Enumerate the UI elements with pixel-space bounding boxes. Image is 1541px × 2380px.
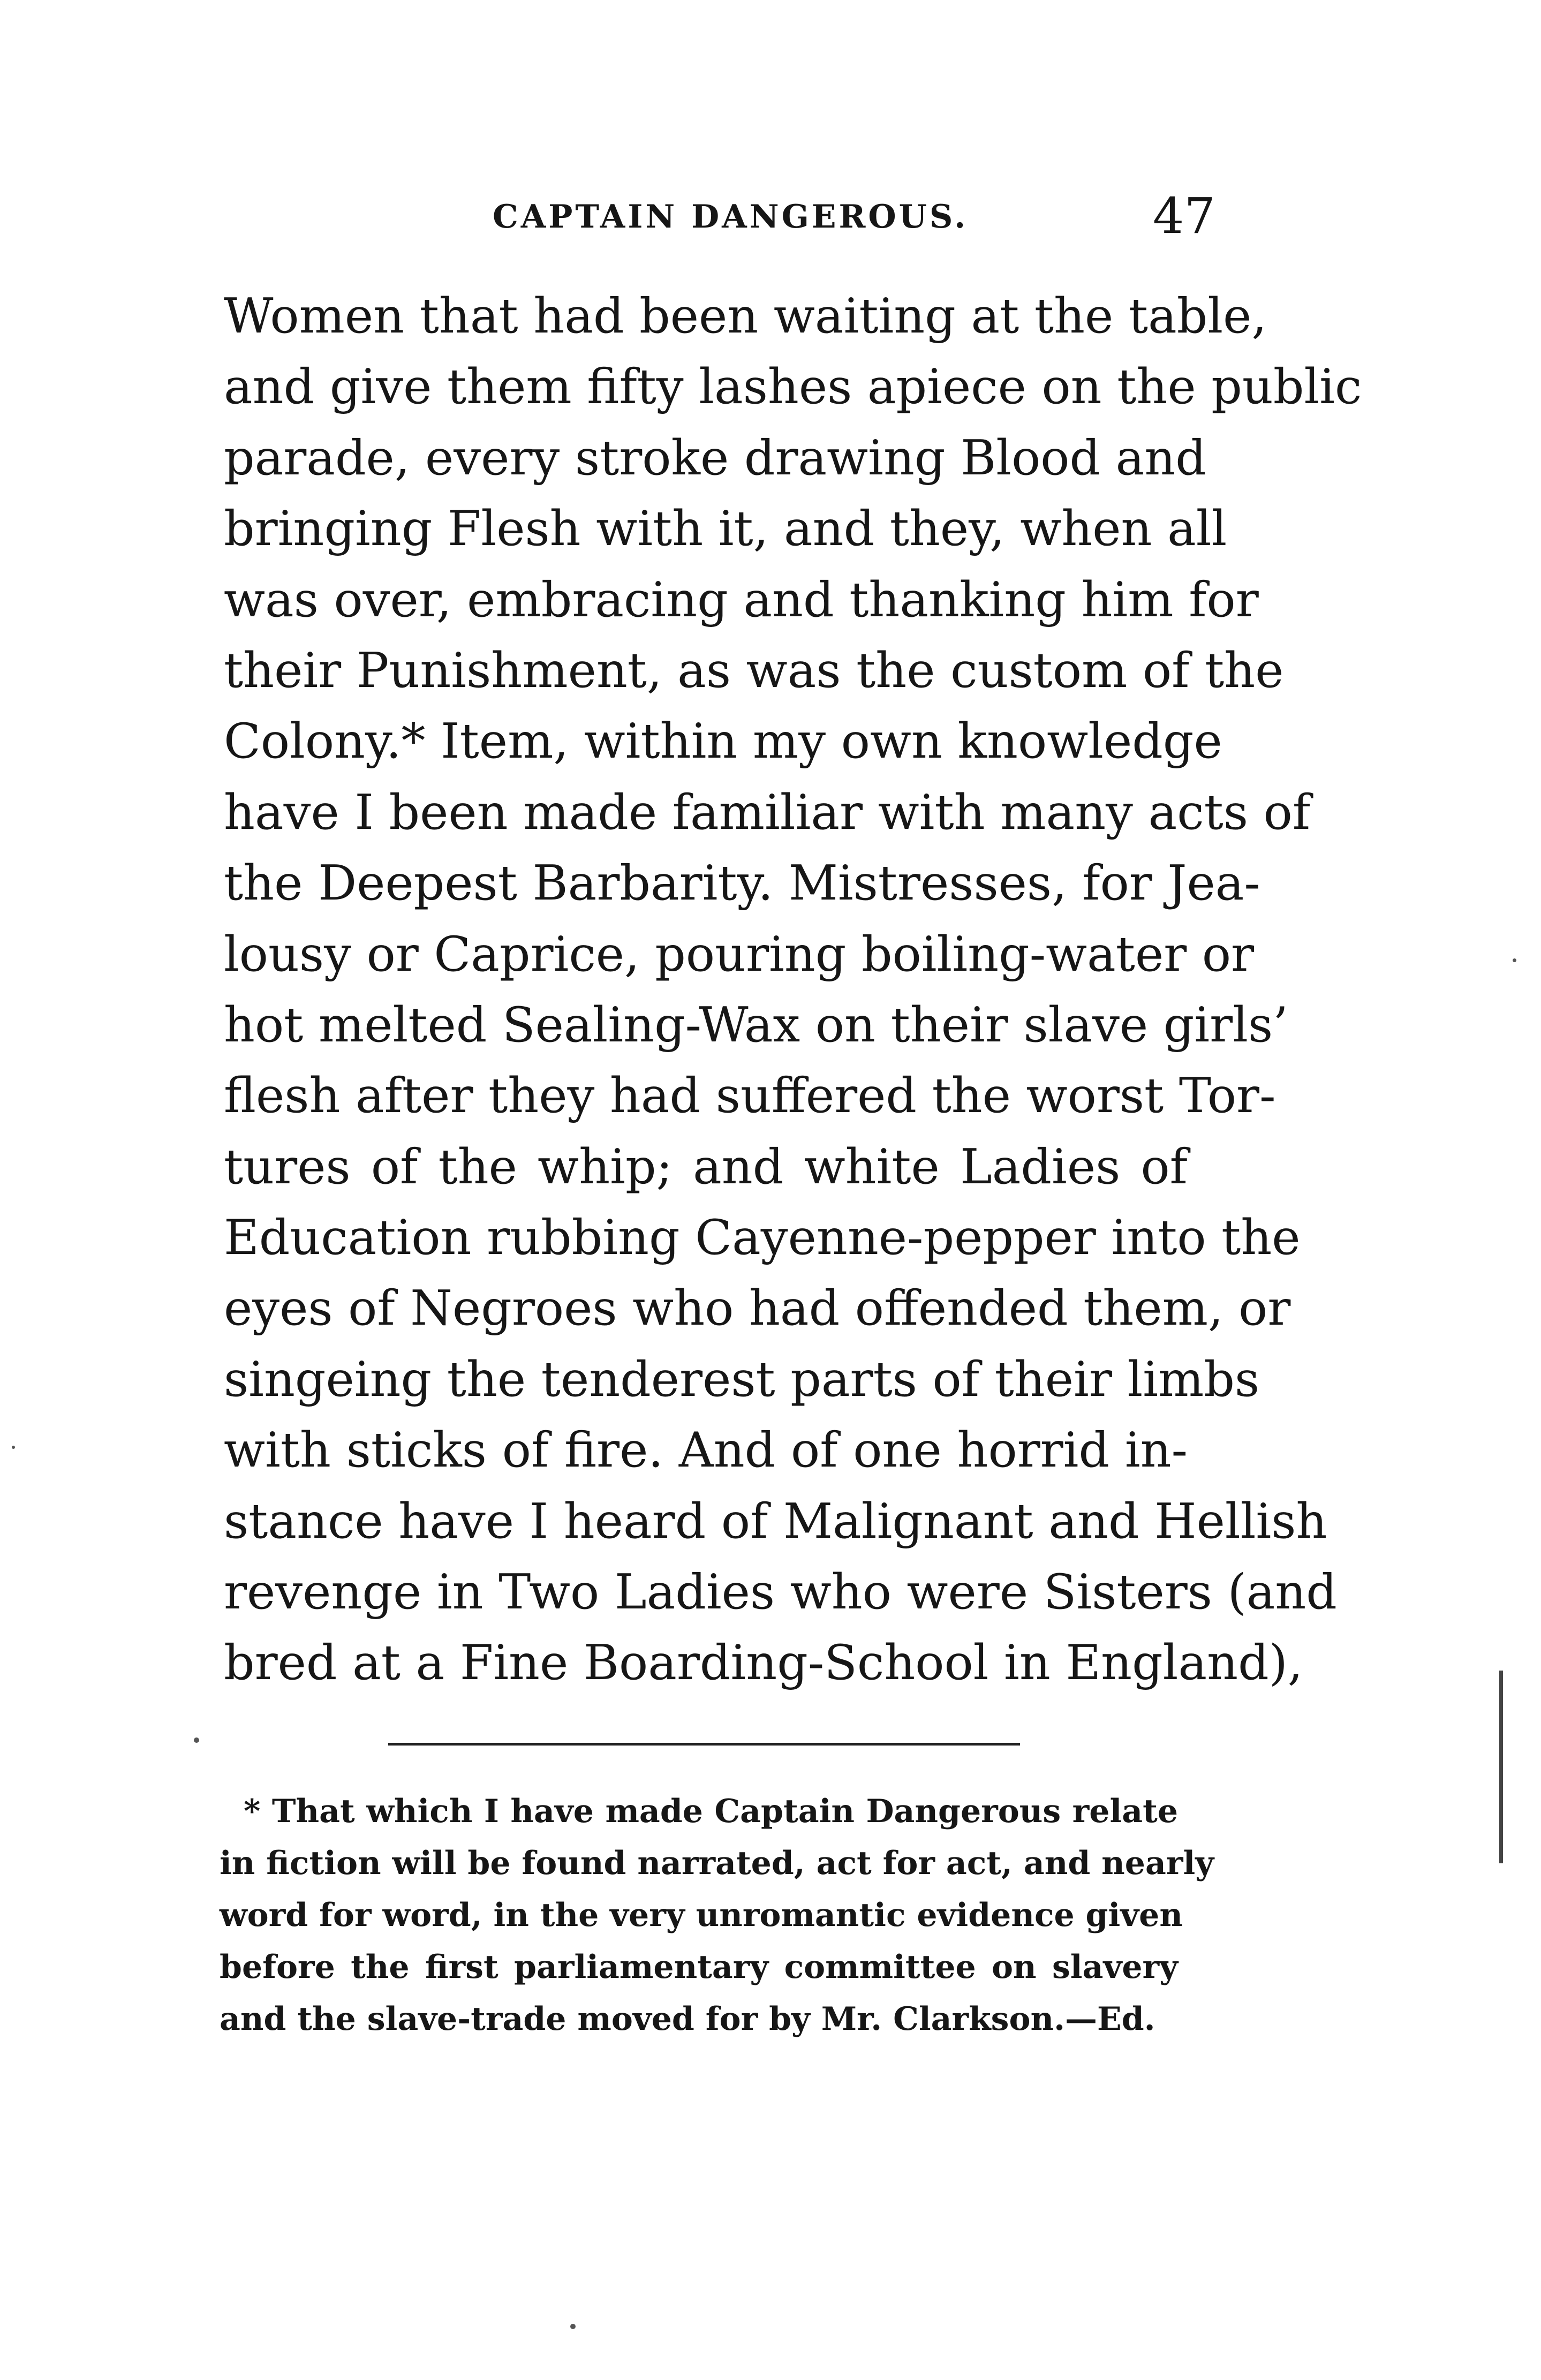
body-line: revenge in Two Ladies who were Sisters (and (224, 1564, 1337, 1621)
body-line: lousy or Caprice, pouring boiling-water or (224, 926, 1255, 983)
body-line: stance have I heard of Malignant and Hellish (224, 1493, 1327, 1550)
body-line: have I been made familiar with many acts of (224, 784, 1311, 841)
body-line: eyes of Negroes who had offended them, or (224, 1280, 1291, 1337)
body-line: parade, every stroke drawing Blood and (224, 429, 1206, 486)
body-line: Colony.* Item, within my own knowledge (224, 713, 1222, 770)
body-text (224, 281, 1362, 1699)
body-line: Education rubbing Cayenne-pepper into the (224, 1210, 1301, 1266)
footnote-divider (388, 1743, 1020, 1746)
body-line: bringing Flesh with it, and they, when all (224, 501, 1227, 557)
running-head: CAPTAIN DANGEROUS. (493, 198, 969, 236)
footnote (220, 1786, 1214, 2045)
footnote-line: word for word, in the very unromantic evidence given (220, 1897, 1183, 1934)
body-line: hot melted Sealing-Wax on their slave girls’ (224, 996, 1288, 1053)
page-header (493, 187, 1215, 252)
body-line: bred at a Fine Boarding-School in England), (224, 1635, 1303, 1691)
body-line: singeing the tenderest parts of their limbs (224, 1351, 1260, 1408)
scan-speck (1513, 958, 1516, 962)
body-line: with sticks of fire. And of one horrid in- (224, 1422, 1188, 1479)
page-number: 47 (1152, 187, 1215, 245)
body-line: Women that had been waiting at the table, (224, 288, 1267, 344)
scan-speck (12, 1446, 15, 1449)
margin-scan-mark (1499, 1671, 1503, 1863)
scan-speck (570, 2324, 576, 2329)
body-line: tures of the whip; and white Ladies of (224, 1138, 1188, 1195)
body-line: and give them fifty lashes apiece on the public (224, 359, 1362, 415)
footnote-line: * That which I have made Captain Dangerous relate (244, 1793, 1178, 1830)
body-line: flesh after they had suffered the worst Tor- (224, 1068, 1276, 1124)
footnote-line: and the slave-trade moved for by Mr. Clarkson.—Ed. (220, 2000, 1155, 2038)
body-line: their Punishment, as was the custom of the (224, 642, 1284, 699)
footnote-line: before the first parliamentary committee on slavery (220, 1948, 1178, 1986)
body-line: the Deepest Barbarity. Mistresses, for Jea- (224, 855, 1260, 912)
footnote-line: in fiction will be found narrated, act for act, and nearly (220, 1845, 1214, 1882)
scan-speck (194, 1737, 199, 1743)
body-line: was over, embracing and thanking him for (224, 571, 1259, 628)
